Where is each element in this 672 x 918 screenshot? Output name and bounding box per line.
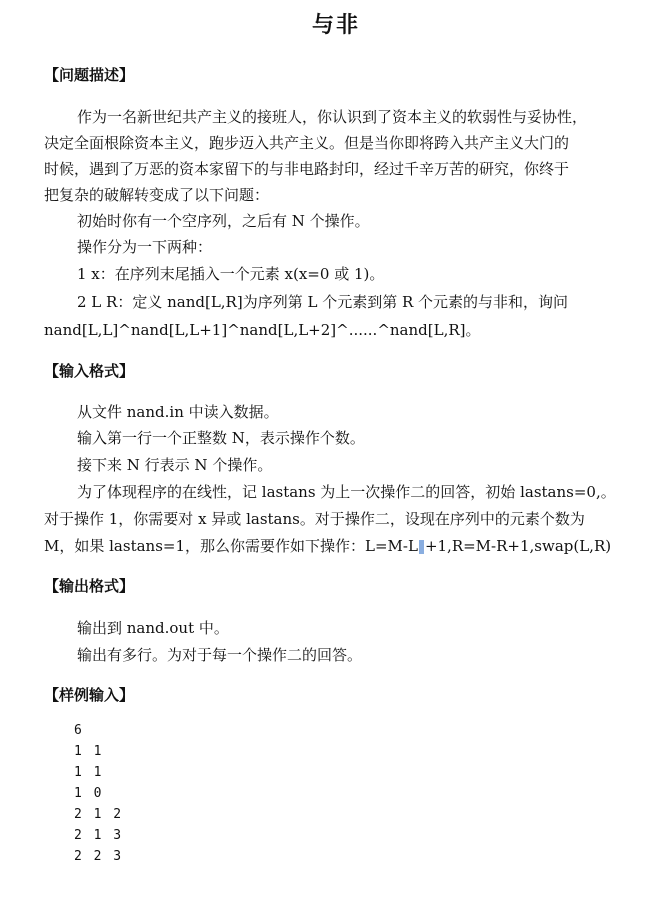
problem-line: 操作分为一下两种： <box>77 238 213 256</box>
sample-input-heading: 【样例输入】 <box>44 686 135 704</box>
problem-line: 初始时你有一个空序列，之后有 N 个操作。 <box>77 212 370 230</box>
sample-input-line: 1 0 <box>74 786 104 801</box>
problem-line: 时候，遇到了万恶的资本家留下的与非电路封印，经过千辛万苦的研究，你终于 <box>44 160 570 178</box>
problem-line: 2 L R：定义 nand[L,R]为序列第 L 个元素到第 R 个元素的与非和，询问 <box>77 293 569 311</box>
output-line: 输出有多行。为对于每一个操作二的回答。 <box>77 646 363 664</box>
sample-input-line: 2 1 2 <box>74 807 124 822</box>
sample-input-line: 1 1 <box>74 744 104 759</box>
input-heading: 【输入格式】 <box>44 362 135 380</box>
problem-line: nand[L,L]^nand[L,L+1]^nand[L,L+2]^......^nand[L,R]。 <box>44 321 481 339</box>
problem-line: 决定全面根除资本主义，跑步迈入共产主义。但是当你即将跨入共产主义大门的 <box>44 134 570 152</box>
sample-input-line: 2 1 3 <box>74 828 124 843</box>
output-heading: 【输出格式】 <box>44 577 135 595</box>
page-title: 与非 <box>311 13 360 38</box>
input-line: 对于操作 1，你需要对 x 异或 lastans。对于操作二，设现在序列中的元素个数为 <box>44 510 585 528</box>
problem-line: 1 x：在序列末尾插入一个元素 x(x=0 或 1)。 <box>77 265 385 283</box>
input-line-last-after: +1,R=M-R+1,swap(L,R) <box>424 537 612 555</box>
input-line-last-before: M，如果 lastans=1，那么你需要作如下操作：L=M-L <box>44 537 418 555</box>
input-line: 输入第一行一个正整数 N，表示操作个数。 <box>77 429 365 447</box>
input-line: 从文件 nand.in 中读入数据。 <box>77 403 279 421</box>
sample-input-line: 1 1 <box>74 765 104 780</box>
input-line: 接下来 N 行表示 N 个操作。 <box>77 456 273 474</box>
problem-line: 作为一名新世纪共产主义的接班人，你认识到了资本主义的软弱性与妥协性， <box>77 108 588 126</box>
problem-line: 把复杂的破解转变成了以下问题： <box>44 186 270 204</box>
text-cursor-highlight <box>419 540 424 554</box>
input-line-last <box>44 536 611 556</box>
output-line: 输出到 nand.out 中。 <box>77 619 229 637</box>
input-line: 为了体现程序的在线性，记 lastans 为上一次操作二的回答，初始 lastans=0,。 <box>77 483 616 501</box>
sample-input-line: 6 <box>74 723 84 738</box>
problem-heading: 【问题描述】 <box>44 66 135 84</box>
sample-input-line: 2 2 3 <box>74 849 124 864</box>
